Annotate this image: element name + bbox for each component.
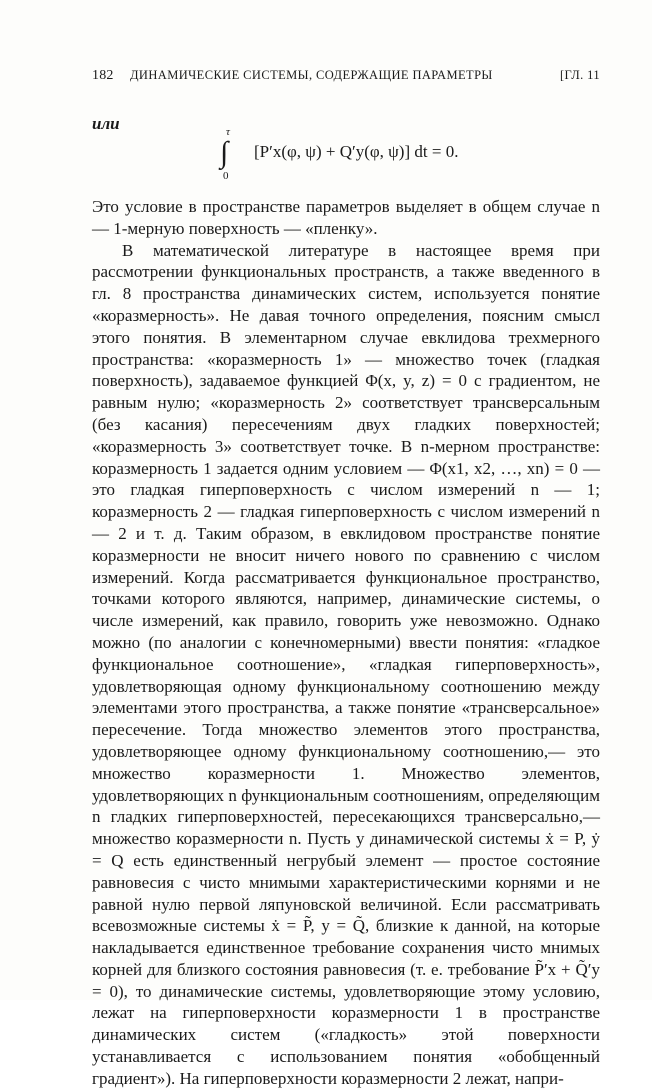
integral-lower-limit: 0	[223, 170, 229, 182]
running-title: ДИНАМИЧЕСКИЕ СИСТЕМЫ, СОДЕРЖАЩИЕ ПАРАМЕТРЫ	[130, 68, 493, 82]
page-number: 182	[92, 68, 114, 83]
page-header	[92, 68, 600, 88]
integral-upper-limit: τ	[226, 126, 230, 138]
paragraph-1: Это условие в пространстве параметров выделяет в общем случае n — 1-мерную поверхность — «пленку».	[92, 197, 600, 238]
chapter-reference: [ГЛ. 11	[559, 68, 600, 82]
integral-sign-icon: ∫	[220, 136, 229, 169]
body-text	[92, 196, 600, 1090]
formula-body: [P′x(φ, ψ) + Q′y(φ, ψ)] dt = 0.	[254, 142, 459, 161]
integral-formula	[220, 126, 550, 188]
paragraph-2: В математической литературе в настоящее время при рассмотрении функциональных пространств, а также введенного в гл. 8 пространства динамических систем, используется понятие «коразмерность». Не давая точного определения, поясним смысл этого понятия. В элементарном случае евклидова трехмерного пространства: «коразмерность 1» — множество точек (гладкая поверхность), задаваемое функцией Φ(x, y, z) = 0 с градиентом, не равным нулю; «коразмерность 2» соответствует трансверсальным (без касания) пересечениям двух гладких поверхностей; «коразмерность 3» соответствует точке. В n-мерном пространстве: коразмерность 1 задается одним условием — Φ(x1, x2, …, xn) = 0 — это гладкая гиперповерхность с числом измерений n — 1; коразмерность 2 — гладкая гиперповерхность с числом измерений n — 2 и т. д. Таким образом, в евклидовом пространстве понятие коразмерности не вносит ничего нового по сравнению с числом измерений. Когда рассматривается функциональное пространство, точками которого являются, например, динамические системы, о числе измерений, как правило, говорить уже невозможно. Однако можно (по аналогии с конечномерными) ввести понятия: «гладкое функциональное соотношение», «гладкая гиперповерхность», удовлетворяющая одному функциональному соотношению между элементами этого пространства, а также понятие «трансверсальное» пересечение. Тогда множество элементов этого пространства, удовлетворяющее одному функциональному соотношению,— это множество коразмерности 1. Множество элементов, удовлетворяющих n функциональным соотношениям, определяющим n гладких гиперповерхностей, пересекающихся трансверсально,— множество коразмерности n. Пусть у динамической системы ẋ = P, ẏ = Q есть единственный негрубый элемент — простое состояние равновесия с чисто мнимыми характеристическими корнями и не равной нулю первой ляпуновской величиной. Если рассматривать всевозможные системы ẋ = P̃, y = Q̃, близкие к данной, на которые накладывается единственное требование сохранения чисто мнимых корней для близкого состояния равновесия (т. е. требование P̃′x + Q̃′y = 0), то динамические системы, удовлетворяющие этому условию, лежат на гиперповерхности коразмерности 1 в пространстве динамических систем («гладкость» этой поверхности устанавливается с использованием понятия «обобщенный градиент»). На гиперповерхности коразмерности 2 лежат, напри-	[92, 240, 600, 1088]
lead-word: или	[92, 114, 120, 133]
